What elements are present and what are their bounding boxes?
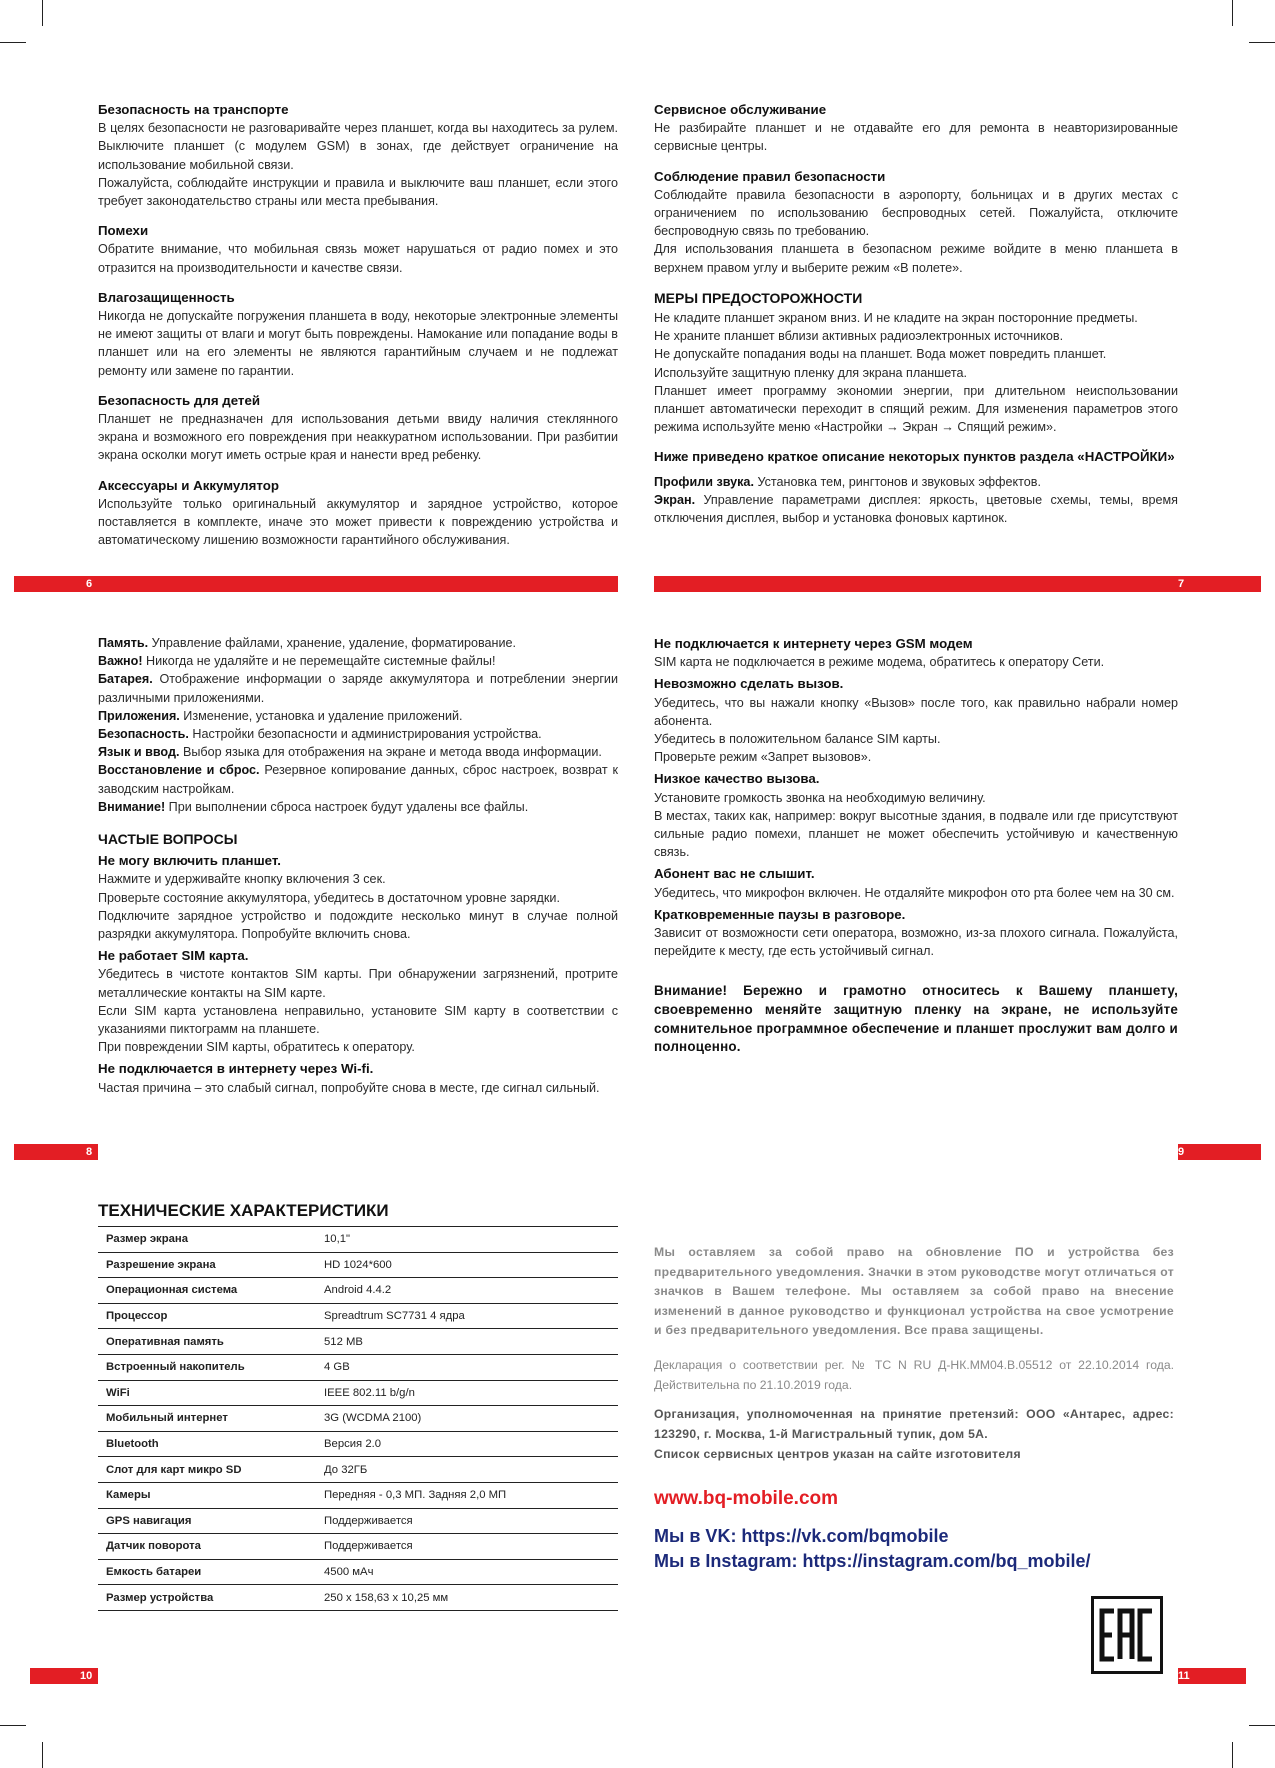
settings-term: Приложения. [98, 708, 180, 723]
page-number-badge [30, 1668, 98, 1684]
settings-text: Изменение, установка и удаление приложений. [179, 708, 463, 723]
faq-answer: При повреждении SIM карты, обратитесь к оператору. [98, 1040, 415, 1055]
crop-mark [1249, 1725, 1275, 1726]
settings-item [98, 634, 618, 652]
spec-value: Spreadtrum SC7731 4 ядра [316, 1303, 618, 1329]
section-heading: Аксессуары и Аккумулятор [98, 477, 279, 493]
spec-row [98, 1278, 618, 1304]
settings-term: Память. [98, 636, 149, 650]
spec-value: Версия 2.0 [316, 1431, 618, 1457]
page-number: 10 [80, 1670, 93, 1682]
page9-column [654, 635, 1178, 1057]
spec-value: Передняя - 0,3 МП. Задняя 2,0 МП [316, 1482, 618, 1508]
spec-label: Встроенный накопитель [98, 1354, 316, 1380]
spec-label: Слот для карт микро SD [98, 1457, 316, 1483]
settings-text: Установка тем, рингтонов и звуковых эффектов. [753, 474, 1041, 489]
spec-row [98, 1303, 618, 1329]
settings-term: Экран. [654, 492, 696, 507]
faq-answer: Частая причина – это слабый сигнал, попробуйте снова в месте, где сигнал сильный. [98, 1080, 600, 1095]
page-number-badge [14, 576, 618, 592]
settings-text: Отображение информации о заряде аккумулятора и потреблении энергии различными приложениями. [98, 672, 618, 705]
faq-answer: SIM карта не подключается в режиме модема, обратитесь к оператору Сети. [654, 655, 1105, 670]
crop-mark [1232, 0, 1233, 26]
page-number: 11 [1178, 1670, 1190, 1682]
section-text: Никогда не допускайте погружения планшета в воду, некоторые электронные элементы не имеют защиты от влаги и могут быть повреждены. Намокание или попадание воды в планшет или на его элементы не являются гарантийным случаем и не подлежат ремонту или замене по гарантии. [98, 309, 618, 378]
spec-row [98, 1329, 618, 1355]
eac-mark-logo [1091, 1596, 1163, 1674]
settings-term: Восстановление и сброс. [98, 763, 260, 778]
precaution-item: Используйте защитную пленку для экрана планшета. [654, 365, 967, 380]
spec-label: Размер устройства [98, 1585, 316, 1611]
spec-value: HD 1024*600 [316, 1252, 618, 1278]
page-number-badge [654, 576, 1261, 592]
page-number: 9 [1178, 1146, 1185, 1158]
settings-item [98, 670, 618, 706]
spec-label: Процессор [98, 1303, 316, 1329]
settings-term: Важно! [98, 654, 143, 669]
spec-row [98, 1431, 618, 1457]
section-text: Пожалуйста, соблюдайте инструкции и правила и выключите ваш планшет, если этого требует законодательство страны или места пребывания. [98, 175, 618, 209]
page-number-badge [14, 1144, 98, 1160]
faq-answer: Нажмите и удерживайте кнопку включения 3 сек. [98, 872, 386, 887]
spec-value: Поддерживается [316, 1508, 618, 1534]
faq-answer: Убедитесь, что вы нажали кнопку «Вызов» после того, как правильно набрали номер абонента. [654, 695, 1178, 728]
warning-text: Внимание! Бережно и грамотно относитесь к Вашему планшету, своевременно меняйте защитную пленку на экране, не используйте сомнительное программное обеспечение и планшет прослужит вам долго и полноценно. [654, 983, 1178, 1055]
vk-link[interactable]: Мы в VK: https://vk.com/bqmobile [654, 1526, 949, 1546]
spec-label: GPS навигация [98, 1508, 316, 1534]
settings-item [654, 491, 1178, 527]
spec-row [98, 1354, 618, 1380]
settings-item [98, 743, 618, 761]
spec-row [98, 1227, 618, 1253]
spec-label: Оперативная память [98, 1329, 316, 1355]
section-text: В целях безопасности не разговаривайте через планшет, когда вы находитесь за рулем. Выключите планшет (с модулем GSM) в зонах, где действует ограничение на использование мобильной связи. [98, 121, 618, 172]
crop-mark [0, 42, 26, 43]
spec-row [98, 1585, 618, 1611]
spec-label: Bluetooth [98, 1431, 316, 1457]
spec-label: Разрешение экрана [98, 1252, 316, 1278]
spec-value: 250 x 158,63 x 10,25 мм [316, 1585, 618, 1611]
spec-label: Мобильный интернет [98, 1406, 316, 1432]
crop-mark [42, 1742, 43, 1768]
settings-item [98, 761, 618, 797]
spec-row [98, 1508, 618, 1534]
spec-value: 4500 мАч [316, 1559, 618, 1585]
settings-item [98, 652, 618, 670]
spec-label: Камеры [98, 1482, 316, 1508]
crop-mark [1249, 42, 1275, 43]
spec-row [98, 1559, 618, 1585]
section-text: Используйте только оригинальный аккумулятор и зарядное устройство, которое поставляется в комплекте, иначе это может привести к повреждению устройства и автоматическому лишению возможности гарантийного обслуживания. [98, 496, 618, 548]
settings-text: Выбор языка для отображения на экране и метода ввода информации. [179, 745, 602, 760]
settings-title: Ниже приведено краткое описание некоторых пунктов раздела «НАСТРОЙКИ» [654, 449, 1175, 465]
precaution-item: Не храните планшет вблизи активных радиоэлектронных источников. [654, 329, 1064, 344]
section-text: Для использования планшета в безопасном режиме войдите в меню планшета в верхнем правом углу и выберите режим «В полете». [654, 242, 1178, 275]
faq-answer: Зависит от возможности сети оператора, возможно, из-за плохого сигнала. Пожалуйста, перейдите к месту, где есть устойчивый сигнал. [654, 926, 1178, 959]
spec-value: 3G (WCDMA 2100) [316, 1406, 618, 1432]
faq-question: Не подключается к интернету через GSM модем [654, 636, 973, 651]
section-text: Обратите внимание, что мобильная связь может нарушаться от радио помех и это отразится на производительности и качестве связи. [98, 242, 618, 275]
settings-text: Резервное копирование данных, сброс настроек, возврат к заводским настройкам. [98, 763, 618, 796]
faq-answer: Убедитесь в положительном балансе SIM карты. [654, 732, 941, 747]
settings-term: Внимание! [98, 799, 166, 814]
declaration-text: Декларация о соответствии рег. № ТС N RU Д-НК.ММ04.В.05512 от 22.10.2014 года. Действительна по 21.10.2019 года. [654, 1358, 1174, 1392]
spec-row [98, 1482, 618, 1508]
rights-notice: Мы оставляем за собой право на обновление ПО и устройства без предварительного уведомления. Значки в этом руководстве могут отличаться от значков в Вашем телефоне. Мы оставляем за собой право на внесение изменений в данное руководство и функционал устройства на свое усмотрение и без предварительного уведомления. Все права защищены. [654, 1245, 1174, 1338]
organization-text: Организация, уполномоченная на принятие претензий: ООО «Антарес, адрес: 123290, г. Москва, 1-й Магистральный тупик, дом 5А. [654, 1407, 1174, 1441]
page7-column [654, 101, 1178, 539]
faq-question: Невозможно сделать вызов. [654, 676, 844, 692]
precaution-item: Не кладите планшет экраном вниз. И не кладите на экран посторонние предметы. [654, 311, 1138, 326]
page6-column [98, 101, 618, 561]
section-text: Соблюдайте правила безопасности в аэропорту, больницах и в других местах с ограничением по использованию беспроводных сетей. Пожалуйста, отключите беспроводную связь по требованию. [654, 187, 1178, 239]
spec-value: 4 GB [316, 1354, 618, 1380]
page-number-badge [1178, 1668, 1246, 1684]
settings-term: Батарея. [98, 672, 153, 687]
spec-row [98, 1406, 618, 1432]
faq-answer: Проверьте состояние аккумулятора, убедитесь в достаточном уровне зарядки. [98, 890, 560, 905]
settings-text: Управление параметрами дисплея: яркость, цветовые схемы, темы, время отключения дисплея, выбор и установка фоновых картинок. [654, 492, 1178, 526]
spec-value: 512 MB [316, 1329, 618, 1355]
precaution-item: Планшет имеет программу экономии энергии, при длительном неиспользовании планшет автоматически переходит в спящий режим. Для изменения параметров этого режима используйте меню «Настройки → Экран → Спящий режим». [654, 383, 1178, 435]
settings-term: Профили звука. [654, 474, 754, 489]
spec-label: WiFi [98, 1380, 316, 1406]
spec-label: Размер экрана [98, 1227, 316, 1253]
section-heading: Безопасность для детей [98, 392, 261, 408]
page-number-badge [1178, 1144, 1261, 1160]
website-link[interactable]: www.bq-mobile.com [654, 1488, 839, 1509]
spec-row [98, 1380, 618, 1406]
spec-label: Емкость батареи [98, 1559, 316, 1585]
settings-item [98, 725, 618, 743]
spec-value: Поддерживается [316, 1534, 618, 1560]
faq-answer: В местах, таких как, например: вокруг высотные здания, в подвале или где присутствуют сильные радио помехи, планшет не может обеспечить устойчивую и качественную связь. [654, 808, 1178, 860]
settings-item [98, 798, 618, 816]
page-number: 7 [1178, 578, 1185, 590]
section-heading: Помехи [98, 223, 149, 239]
spec-value: IEEE 802.11 b/g/n [316, 1380, 618, 1406]
section-heading: Безопасность на транспорте [98, 102, 289, 117]
section-heading: Влагозащищенность [98, 289, 235, 305]
faq-answer: Если SIM карта установлена неправильно, установите SIM карту в соответствии с указаниями пиктограмм на планшете. [98, 1003, 618, 1037]
faq-answer: Проверьте режим «Запрет вызовов». [654, 750, 872, 765]
page-number: 6 [86, 578, 93, 590]
section-text: Планшет не предназначен для использования детьми ввиду наличия стеклянного экрана и возможного его повреждения при неаккуратном использовании. При разбитии экрана осколки могут иметь острые края и нанести вред ребенку. [98, 412, 618, 463]
settings-text: Управление файлами, хранение, удаление, форматирование. [148, 636, 517, 650]
faq-question: Не подключается в интернету через Wi-fi. [98, 1061, 374, 1077]
crop-mark [0, 1725, 26, 1726]
eac-mark-icon [1094, 1599, 1160, 1671]
spec-value: До 32ГБ [316, 1457, 618, 1483]
faq-answer: Подключите зарядное устройство и подождите несколько минут в случае полной разрядки аккумулятора. Попробуйте включить снова. [98, 908, 618, 942]
instagram-link[interactable]: Мы в Instagram: https://instagram.com/bq_mobile/ [654, 1551, 1091, 1571]
faq-answer: Установите громкость звонка на необходимую величину. [654, 790, 986, 805]
crop-mark [42, 0, 43, 26]
settings-item [654, 473, 1178, 491]
section-heading: Соблюдение правил безопасности [654, 168, 886, 184]
spec-label: Операционная система [98, 1278, 316, 1304]
settings-term: Безопасность. [98, 727, 189, 742]
spec-row [98, 1457, 618, 1483]
settings-term: Язык и ввод. [98, 745, 180, 760]
settings-text: Никогда не удаляйте и не перемещайте системные файлы! [142, 654, 496, 669]
spec-label: Датчик поворота [98, 1534, 316, 1560]
spec-row [98, 1534, 618, 1560]
faq-question: Абонент вас не слышит. [654, 866, 815, 882]
specs-table [98, 1226, 618, 1611]
section-heading: Сервисное обслуживание [654, 102, 827, 117]
precautions-title: МЕРЫ ПРЕДОСТОРОЖНОСТИ [654, 289, 863, 306]
section-text: Не разбирайте планшет и не отдавайте его для ремонта в неавторизированные сервисные центры. [654, 121, 1178, 154]
spec-value: 10,1" [316, 1227, 618, 1253]
settings-item [98, 707, 618, 725]
spec-value: Android 4.4.2 [316, 1278, 618, 1304]
faq-answer: Убедитесь, что микрофон включен. Не отдаляйте микрофон ото рта более чем на 30 см. [654, 885, 1175, 900]
faq-question: Низкое качество вызова. [654, 771, 820, 787]
faq-question: Не могу включить планшет. [98, 853, 281, 869]
spec-row [98, 1252, 618, 1278]
faq-answer: Убедитесь в чистоте контактов SIM карты. При обнаружении загрязнений, протрите металлические контакты на SIM карте. [98, 967, 618, 1000]
service-centers-text: Список сервисных центров указан на сайте изготовителя [654, 1447, 1021, 1461]
faq-title: ЧАСТЫЕ ВОПРОСЫ [98, 831, 238, 848]
specs-title: ТЕХНИЧЕСКИЕ ХАРАКТЕРИСТИКИ [98, 1201, 389, 1220]
faq-question: Кратковременные паузы в разговоре. [654, 906, 906, 922]
settings-text: При выполнении сброса настроек будут удалены все файлы. [165, 799, 529, 814]
page-number: 8 [86, 1146, 93, 1158]
crop-mark [1232, 1742, 1233, 1768]
page8-column [98, 634, 618, 1101]
precaution-item: Не допускайте попадания воды на планшет. Вода может повредить планшет. [654, 347, 1107, 362]
faq-question: Не работает SIM карта. [98, 948, 249, 964]
settings-text: Настройки безопасности и администрирования устройства. [188, 727, 542, 742]
